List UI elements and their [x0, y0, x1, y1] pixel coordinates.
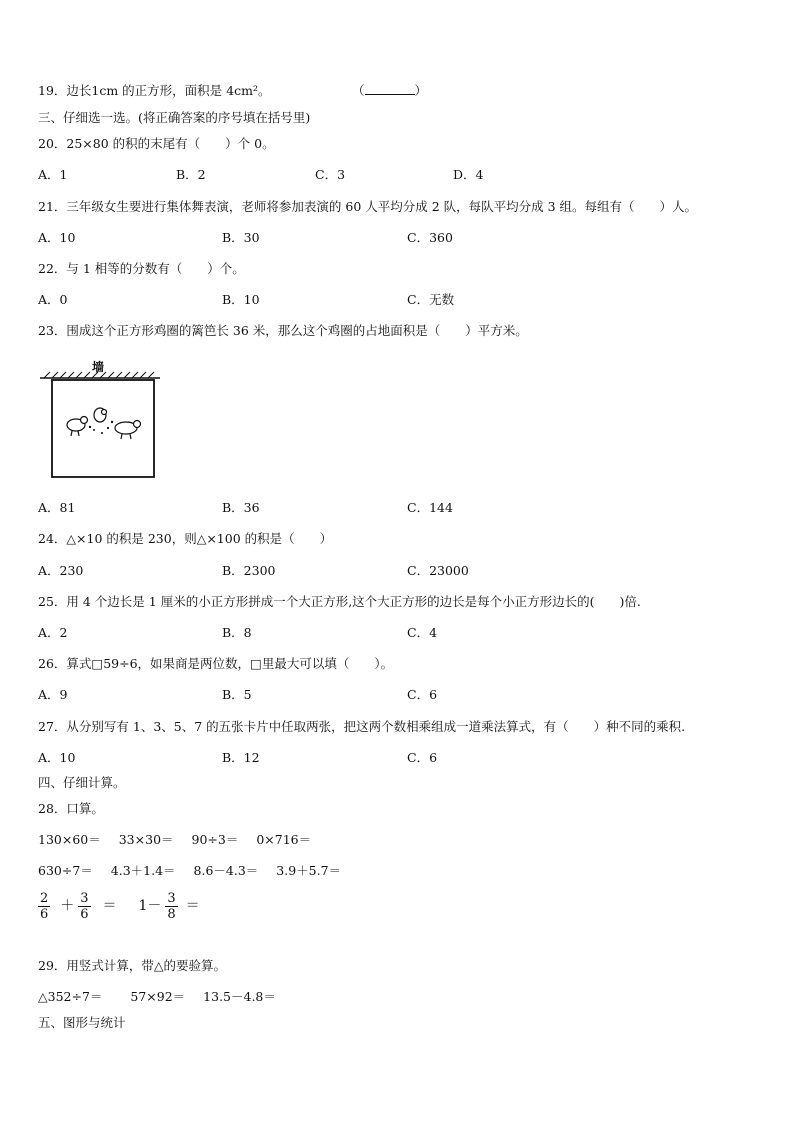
- q20-option-a[interactable]: A．1: [38, 167, 68, 182]
- one-minus: 1－: [138, 898, 162, 914]
- q26-option-b[interactable]: B．5: [222, 687, 252, 702]
- question-29: 29．用竖式计算，带△的要验算。: [38, 958, 227, 973]
- q21-option-b[interactable]: B．30: [222, 230, 260, 245]
- fraction-row: [38, 886, 200, 926]
- q20-option-b[interactable]: B．2: [176, 167, 206, 182]
- question-28: 28．口算。: [38, 801, 104, 816]
- q27-option-b[interactable]: B．12: [222, 750, 260, 765]
- equals-sign: ＝: [102, 898, 117, 914]
- answer-blank[interactable]: [365, 83, 415, 95]
- question-23: 23．围成这个正方形鸡圈的篱笆长 36 米，那么这个鸡圈的占地面积是（ ）平方米。: [38, 323, 528, 338]
- calc-item: 0×716＝: [256, 832, 312, 847]
- calc-item: 8.6－4.3＝: [193, 863, 259, 878]
- q20-option-c[interactable]: C．3: [315, 167, 346, 182]
- q24-option-a[interactable]: A．230: [38, 563, 84, 578]
- vertical-calc-row: [38, 989, 290, 1005]
- q21-option-c[interactable]: C．360: [407, 230, 453, 245]
- chicken-coop-figure: [38, 356, 168, 481]
- section-4-heading: 四、仔细计算。: [38, 775, 126, 790]
- plus-sign: ＋: [60, 898, 75, 914]
- question-26: 26．算式□59÷6，如果商是两位数，□里最大可以填（ ）。: [38, 656, 394, 671]
- q21-option-a[interactable]: A．10: [38, 230, 76, 245]
- calc-item: 130×60＝: [38, 832, 101, 847]
- q26-option-a[interactable]: A．9: [38, 687, 68, 702]
- q20-option-d[interactable]: D．4: [453, 167, 484, 182]
- q25-option-a[interactable]: A．2: [38, 625, 68, 640]
- q27-option-c[interactable]: C．6: [407, 750, 438, 765]
- question-21: 21．三年级女生要进行集体舞表演，老师将参加表演的 60 人平均分成 2 队，每队平均分成 3 组。每组有（ ）人。: [38, 199, 698, 214]
- q23-option-b[interactable]: B．36: [222, 500, 260, 515]
- wall-label: 墙: [92, 360, 105, 374]
- q22-option-c[interactable]: C．无数: [407, 292, 455, 307]
- q23-option-c[interactable]: C．144: [407, 500, 453, 515]
- question-24: 24．△×10 的积是 230，则△×100 的积是（ ）: [38, 531, 333, 546]
- question-27: 27．从分别写有 1、3、5、7 的五张卡片中任取两张，把这两个数相乘组成一道乘法算式，有（ ）种不同的乘积.: [38, 719, 686, 734]
- question-22: 22．与 1 相等的分数有（ ）个。: [38, 261, 245, 276]
- question-19: [38, 83, 270, 99]
- calc-item: 90÷3＝: [191, 832, 239, 847]
- equals-sign: ＝: [185, 898, 200, 914]
- q23-option-a[interactable]: A．81: [38, 500, 76, 515]
- calc-item: 4.3＋1.4＝: [110, 863, 176, 878]
- section-5-heading: 五、图形与统计: [38, 1015, 126, 1030]
- calc-item: 33×30＝: [118, 832, 174, 847]
- q26-option-c[interactable]: C．6: [407, 687, 438, 702]
- mental-math-row-2: [38, 863, 355, 879]
- q25-option-b[interactable]: B．8: [222, 625, 252, 640]
- q25-option-c[interactable]: C．4: [407, 625, 438, 640]
- question-25: 25．用 4 个边长是 1 厘米的小正方形拼成一个大正方形,这个大正方形的边长是每个小正方形边长的( )倍.: [38, 594, 641, 609]
- q22-option-a[interactable]: A．0: [38, 292, 68, 307]
- calc-item: 630÷7＝: [38, 863, 93, 878]
- q24-option-c[interactable]: C．23000: [407, 563, 469, 578]
- mental-math-row-1: [38, 832, 325, 848]
- calc-item: △352÷7＝: [38, 989, 103, 1004]
- question-19-text: 19．边长1cm 的正方形，面积是 4cm²。: [38, 83, 271, 98]
- calc-item: 13.5－4.8＝: [203, 989, 276, 1004]
- answer-paren-19[interactable]: （ ）: [352, 83, 428, 98]
- q24-option-b[interactable]: B．2300: [222, 563, 276, 578]
- calc-item: 3.9＋5.7＝: [276, 863, 342, 878]
- fraction-3-8: $\frac{3}{8}$: [167, 891, 176, 922]
- q22-option-b[interactable]: B．10: [222, 292, 260, 307]
- fraction-3-6: $\frac{3}{6}$: [80, 891, 89, 922]
- calc-item: 57×92＝: [130, 989, 186, 1004]
- fraction-2-6: $\frac{2}{6}$: [40, 891, 49, 922]
- section-3-heading: 三、仔细选一选。(将正确答案的序号填在括号里): [38, 110, 311, 125]
- question-20: 20．25×80 的积的末尾有（ ）个 0。: [38, 136, 275, 151]
- q27-option-a[interactable]: A．10: [38, 750, 76, 765]
